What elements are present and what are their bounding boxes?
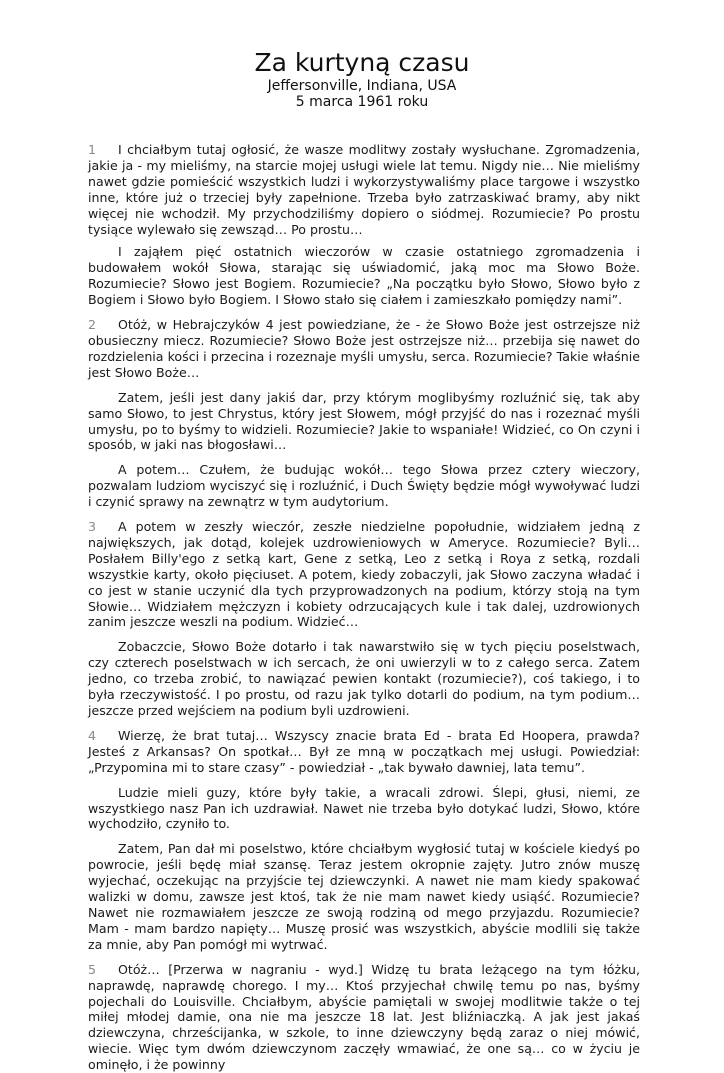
paragraph: [88, 244, 640, 308]
paragraph-text: Zobaczcie, Słowo Boże dotarło i tak nawarstwiło się w tych pięciu poselstwach, czy czterech poselstwach w ich sercach, że oni uwierzyli w to z całego serca. Zatem jedno, co trzeba zrobić, to nawiązać pewien kontakt (rozumiecie?), coś takiego, i to była rzeczywistość. I po prostu, od razu jak tylko dotarli do podium, na tym podium… jeszcze przed wejściem na podium byli uzdrowieni.: [88, 639, 640, 718]
paragraph-text: Otóż, w Hebrajczyków 4 jest powiedziane, że - że Słowo Boże jest ostrzejsze niż obusieczny miecz. Rozumiecie? Słowo Boże jest ostrzejsze niż… przebija się nawet do rozdzielenia kości i przecina i rozeznaje myśli umysłu, serca. Rozumiecie? Takie właśnie jest Słowo Boże…: [88, 317, 640, 380]
paragraph-number: 1: [88, 142, 97, 157]
paragraph-text: I chciałbym tutaj ogłosić, że wasze modlitwy zostały wysłuchane. Zgromadzenia, jakie ja - my mieliśmy, na starcie mojej usługi wiele lat temu. Nigdy nie… Nie mieliśmy nawet gdzie pomieścić wszystkich ludzi i wykorzystywaliśmy place targowe i wszystko inne, które już o trzeciej były zapełnione. Trzeba było zatrzaskiwać bramy, aby nikt więcej nie wchodził. My przychodziliśmy dopiero o siódmej. Rozumiecie? Po prostu tysiące wylewało się zewsząd… Po prostu…: [88, 142, 640, 237]
location: Jeffersonville, Indiana, USA: [267, 78, 457, 94]
document-header: [0, 48, 724, 110]
paragraph-text: Zatem, jeśli jest dany jakiś dar, przy którym moglibyśmy rozluźnić się, tak aby samo Słowo, to jest Chrystus, który jest Słowem, mógł przyjść do nas i rozeznać myśli umysłu, po to byśmy to widzieli. Rozumiecie? Jakie to wspaniałe! Widzieć, co On czyni i sposób, w jaki nas błogosławi…: [88, 389, 640, 453]
paragraph: [88, 639, 640, 719]
date: 5 marca 1961 roku: [295, 94, 429, 110]
paragraph-5: [88, 962, 640, 1073]
paragraph-number: 3: [88, 519, 97, 535]
paragraph-text: A potem… Czułem, że budując wokół… tego Słowa przez cztery wieczory, pozwalam ludziom wyciszyć się i rozluźnić, i Duch Święty będzie mógł wywoływać ludzi i czynić sprawy na zewnątrz w tym audytorium.: [88, 462, 640, 510]
paragraph-4: [88, 728, 640, 776]
paragraph-1: [88, 142, 640, 237]
paragraph-number: 5: [88, 961, 97, 977]
paragraph-text: Otóż… [Przerwa w nagraniu - wyd.] Widzę tu brata leżącego na tym łóżku, naprawdę, naprawdę chorego. I my… Ktoś przyjechał chwilę temu po nas, byśmy pojechali do Louisville. Chciałbym, abyście pamiętali w swojej modlitwie także o tej miłej młodej damie, ona nie ma jeszcze 18 lat. Jest bliźniaczką. A jak jest jakaś dziewczyna, chrześcijanka, w szkole, to inne dziewczyny będą zaraz o niej mówić, wiecie. Więc tym dwóm dziewczynom zaczęły wmawiać, że one są… co w życiu je ominęło, i że powinny: [88, 961, 640, 1073]
paragraph: [88, 462, 640, 510]
paragraph-text: Zatem, Pan dał mi poselstwo, które chciałbym wygłosić tutaj w kościele kiedyś po powrocie, jeśli będę miał szansę. Teraz jestem okropnie zajęty. Jutro znów muszę wyjechać, oczekując na przyjście tej dziewczynki. A nawet nie mam kiedy spakować walizki w domu, zawsze jest ktoś, tak że nie mam nawet kiedy usiąść. Rozumiecie? Nawet nie rozmawiałem jeszcze ze swoją rodziną od mego przyjazdu. Rozumiecie? Mam - mam bardzo napięty… Muszę prosić was wszystkich, abyście modlili się także za mnie, aby Pan pomógł mi wytrwać.: [88, 841, 640, 952]
paragraph: [88, 785, 640, 833]
paragraph: [88, 841, 640, 952]
document-title: Za kurtyną czasu: [254, 48, 470, 77]
document-body: [88, 142, 640, 1073]
paragraph-3: [88, 519, 640, 630]
paragraph-text: Ludzie mieli guzy, które były takie, a wracali zdrowi. Ślepi, głusi, niemi, ze wszystkiego nasz Pan ich uzdrawiał. Nawet nie trzeba było dotykać ludzi, Słowo, które wychodziło, czyniło to.: [88, 784, 640, 832]
paragraph-2: [88, 317, 640, 381]
paragraph-text: Wierzę, że brat tutaj… Wszyscy znacie brata Ed - brata Ed Hoopera, prawda? Jesteś z Arkansas? On spotkał… Był ze mną w początkach mej usługi. Powiedział: „Przypomina mi to stare czasy” - powiedział - „tak bywało dawniej, lata temu”.: [88, 727, 640, 775]
paragraph-number: 2: [88, 317, 97, 333]
paragraph: [88, 390, 640, 454]
paragraph-text: I zająłem pięć ostatnich wieczorów w czasie ostatniego zgromadzenia i budowałem wokół Słowa, starając się uświadomić, jaką moc ma Słowo Boże. Rozumiecie? Słowo jest Bogiem. Rozumiecie? „Na początku było Słowo, Słowo było z Bogiem i Słowo było Bogiem. I Słowo stało się ciałem i zamieszkało pomiędzy nami”.: [88, 244, 640, 308]
paragraph-text: A potem w zeszły wieczór, zeszłe niedzielne popołudnie, widziałem jedną z największych, jak dotąd, kolejek uzdrowieniowych w Ameryce. Rozumiecie? Byli… Posłałem Billy'ego z setką kart, Gene z setką, Leo z setką i Roya z setką, rozdali wszystkie karty, około pięciuset. A potem, kiedy zobaczyli, jak Słowo zaczyna władać i co jest w stanie uczynić dla tych przyprowadzonych na podium, którzy stoją na tym Słowie… Widziałem mężczyzn i kobiety odrzucających kule i tak dalej, uzdrowionych zanim jeszcze weszli na podium. Widzieć…: [88, 519, 640, 630]
paragraph-number: 4: [88, 727, 97, 743]
